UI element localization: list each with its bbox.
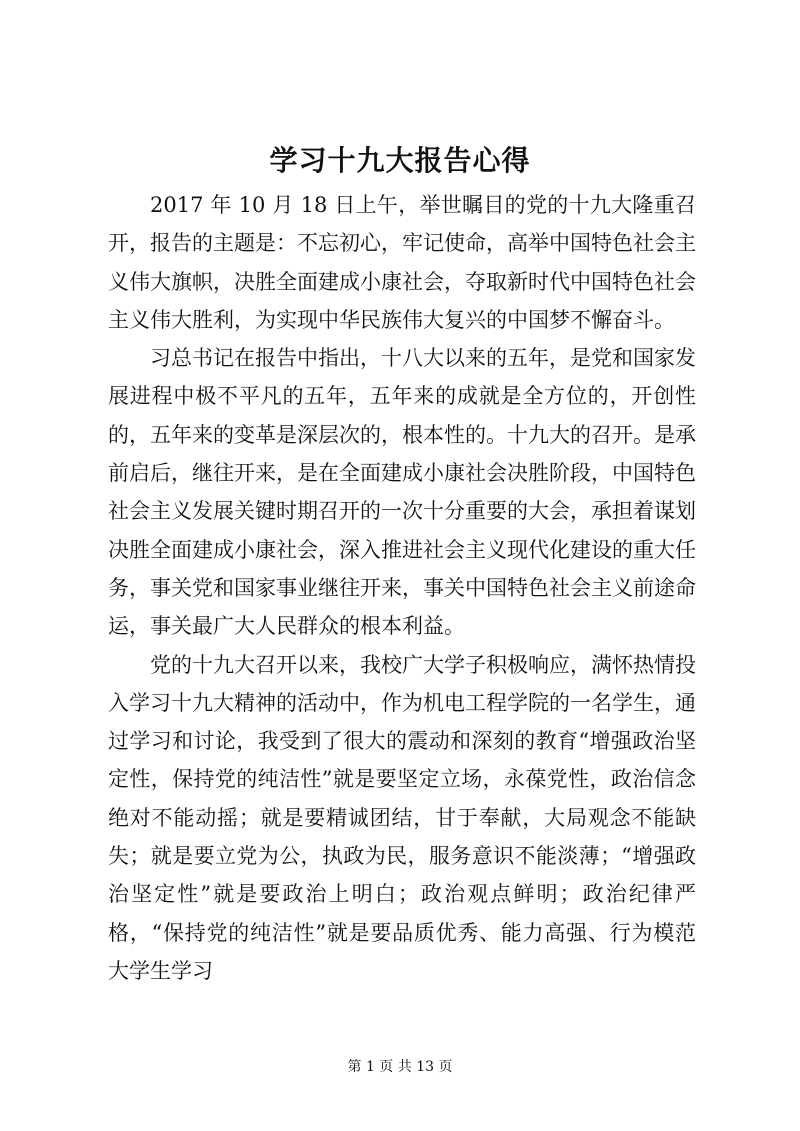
document-title: 学习十九大报告心得: [269, 144, 531, 177]
paragraph-1: 2017 年 10 月 18 日上午，举世瞩目的党的十九大隆重召开，报告的主题是：不忘初心，牢记使命，高举中国特色社会主义伟大旗帜，决胜全面建成小康社会，夺取新时代中国特色社会主义伟大胜利，为实现中华民族伟大复兴的中国梦不懈奋斗。: [108, 193, 696, 332]
page-footer: [0, 1057, 800, 1077]
document-body: [108, 186, 696, 990]
paragraph-2: 习总书记在报告中指出，十八大以来的五年，是党和国家发展进程中极不平凡的五年，五年来的成就是全方位的，开创性的，五年来的变革是深层次的，根本性的。十九大的召开。是承前启后，继往开来，是在全面建成小康社会决胜阶段，中国特色社会主义发展关键时期召开的一次十分重要的大会，承担着谋划决胜全面建成小康社会，深入推进社会主义现代化建设的重大任务，事关党和国家事业继往开来，事关中国特色社会主义前途命运，事关最广大人民群众的根本利益。: [108, 346, 696, 639]
page-number: 第 1 页 共 13 页: [347, 1059, 453, 1075]
paragraph-3: 党的十九大召开以来，我校广大学子积极响应，满怀热情投入学习十九大精神的活动中，作为机电工程学院的一名学生，通过学习和讨论，我受到了很大的震动和深刻的教育“增强政治坚定性，保持党的纯洁性”就是要坚定立场，永葆党性，政治信念绝对不能动摇；就是要精诚团结，甘于奉献，大局观念不能缺失；就是要立党为公，执政为民，服务意识不能淡薄；“增强政治坚定性”就是要政治上明白；政治观点鲜明；政治纪律严格，“保持党的纯洁性”就是要品质优秀、能力高强、行为模范大学生学习: [108, 652, 696, 983]
